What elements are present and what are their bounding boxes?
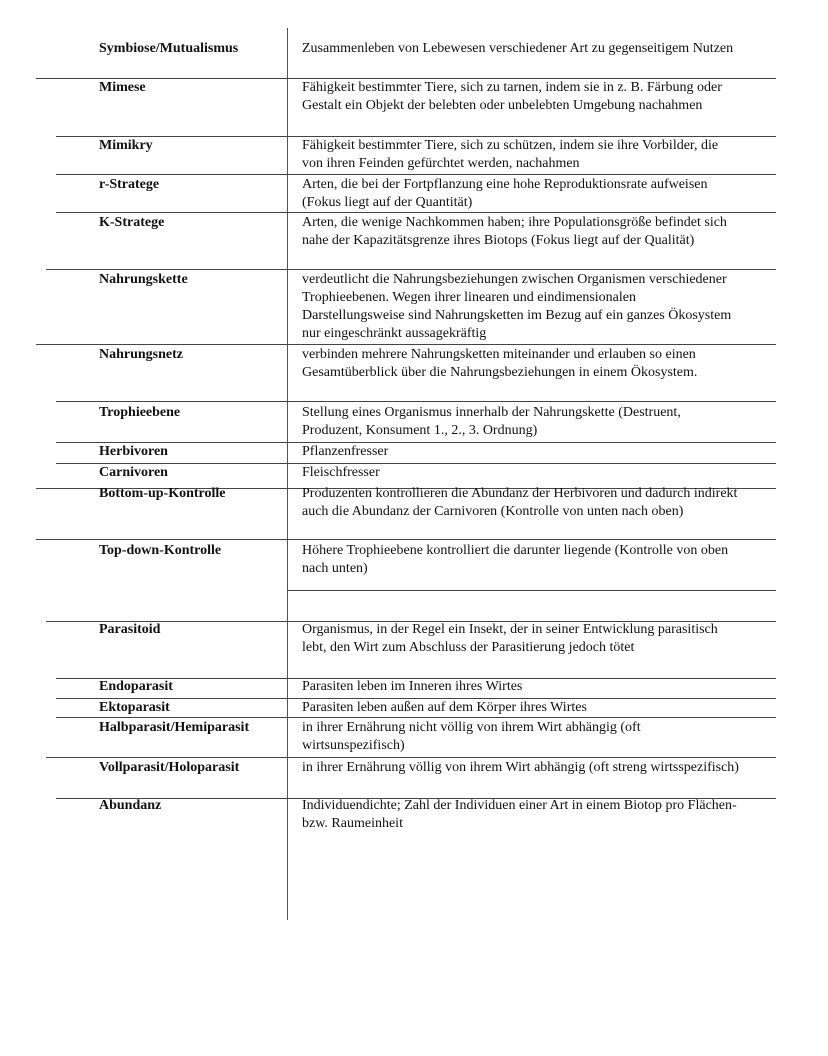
term-label: Trophieebene (99, 405, 181, 420)
term-label: Halbparasit/Hemiparasit (99, 720, 250, 735)
row-divider (46, 757, 776, 758)
term-label: Abundanz (99, 798, 162, 813)
term-label: Top-down-Kontrolle (99, 543, 222, 558)
definition-text: Produzenten kontrollieren die Abundanz der Herbivoren und dadurch indirekt auch die Abundanz der Carnivoren (Kontrolle von unten nach oben) (302, 486, 738, 519)
row-divider (56, 717, 776, 718)
term-label: r-Stratege (99, 177, 160, 192)
term-label: Mimikry (99, 138, 153, 153)
row-divider (56, 174, 776, 175)
term-label: Bottom-up-Kontrolle (99, 486, 226, 501)
term-label: Nahrungsnetz (99, 347, 184, 362)
definition-text: Pflanzenfresser (302, 444, 389, 459)
definition-text: Parasiten leben im Inneren ihres Wirtes (302, 679, 523, 694)
term-label: K-Stratege (99, 215, 165, 230)
definition-text: verbinden mehrere Nahrungsketten miteinander und erlauben so einen Gesamtüberblick über die Nahrungsbeziehungen in einem Ökosystem. (302, 347, 698, 380)
row-divider (36, 539, 776, 540)
definition-text: verdeutlicht die Nahrungsbeziehungen zwischen Organismen verschiedener Trophieebenen. Wegen ihrer linearen und eindimensionalen Darstellungsweise sind Nahrungsketten im Bezug auf ein ganzes Ökosystem nur eingeschränkt aussagekräftig (302, 272, 732, 341)
definition-text: Höhere Trophieebene kontrolliert die darunter liegende (Kontrolle von oben nach unten) (302, 543, 729, 576)
definition-text: Stellung eines Organismus innerhalb der Nahrungskette (Destruent, Produzent, Konsument 1., 2., 3. Ordnung) (302, 405, 681, 438)
term-label: Endoparasit (99, 679, 173, 694)
definition-text: Zusammenleben von Lebewesen verschiedener Art zu gegenseitigem Nutzen (302, 41, 734, 56)
row-divider (56, 212, 776, 213)
term-label: Ektoparasit (99, 700, 170, 715)
term-label: Mimese (99, 80, 146, 95)
term-label: Parasitoid (99, 622, 161, 637)
definition-text: Fähigkeit bestimmter Tiere, sich zu tarnen, indem sie in z. B. Färbung oder Gestalt ein Objekt der belebten oder unbelebten Umgebung nachahmen (302, 80, 722, 113)
definition-text: in ihrer Ernährung nicht völlig von ihrem Wirt abhängig (oft wirtsunspezifisch) (302, 720, 641, 753)
definition-text: Arten, die wenige Nachkommen haben; ihre Populationsgröße befindet sich nahe der Kapazitätsgrenze ihres Biotops (Fokus liegt auf der Qualität) (302, 215, 727, 248)
column-divider (287, 28, 288, 920)
row-divider (36, 344, 776, 345)
definition-text: Arten, die bei der Fortpflanzung eine hohe Reproduktionsrate aufweisen (Fokus liegt auf der Quantität) (302, 177, 708, 210)
row-divider (287, 590, 776, 591)
definition-text: in ihrer Ernährung völlig von ihrem Wirt abhängig (oft streng wirtsspezifisch) (302, 760, 739, 775)
term-label: Herbivoren (99, 444, 168, 459)
term-label: Nahrungskette (99, 272, 188, 287)
definition-text: Individuendichte; Zahl der Individuen einer Art in einem Biotop pro Flächen- bzw. Raumeinheit (302, 798, 737, 831)
term-label: Symbiose/Mutualismus (99, 41, 239, 56)
definition-text: Organismus, in der Regel ein Insekt, der in seiner Entwicklung parasitisch lebt, den Wirt zum Abschluss der Parasitierung jedoch tötet (302, 622, 718, 655)
row-divider (46, 269, 776, 270)
term-label: Carnivoren (99, 465, 168, 480)
term-label: Vollparasit/Holoparasit (99, 760, 240, 775)
row-divider (56, 401, 776, 402)
definition-text: Fähigkeit bestimmter Tiere, sich zu schützen, indem sie ihre Vorbilder, die von ihren Feinden gefürchtet werden, nachahmen (302, 138, 719, 171)
definition-text: Parasiten leben außen auf dem Körper ihres Wirtes (302, 700, 587, 715)
definition-text: Fleischfresser (302, 465, 380, 480)
